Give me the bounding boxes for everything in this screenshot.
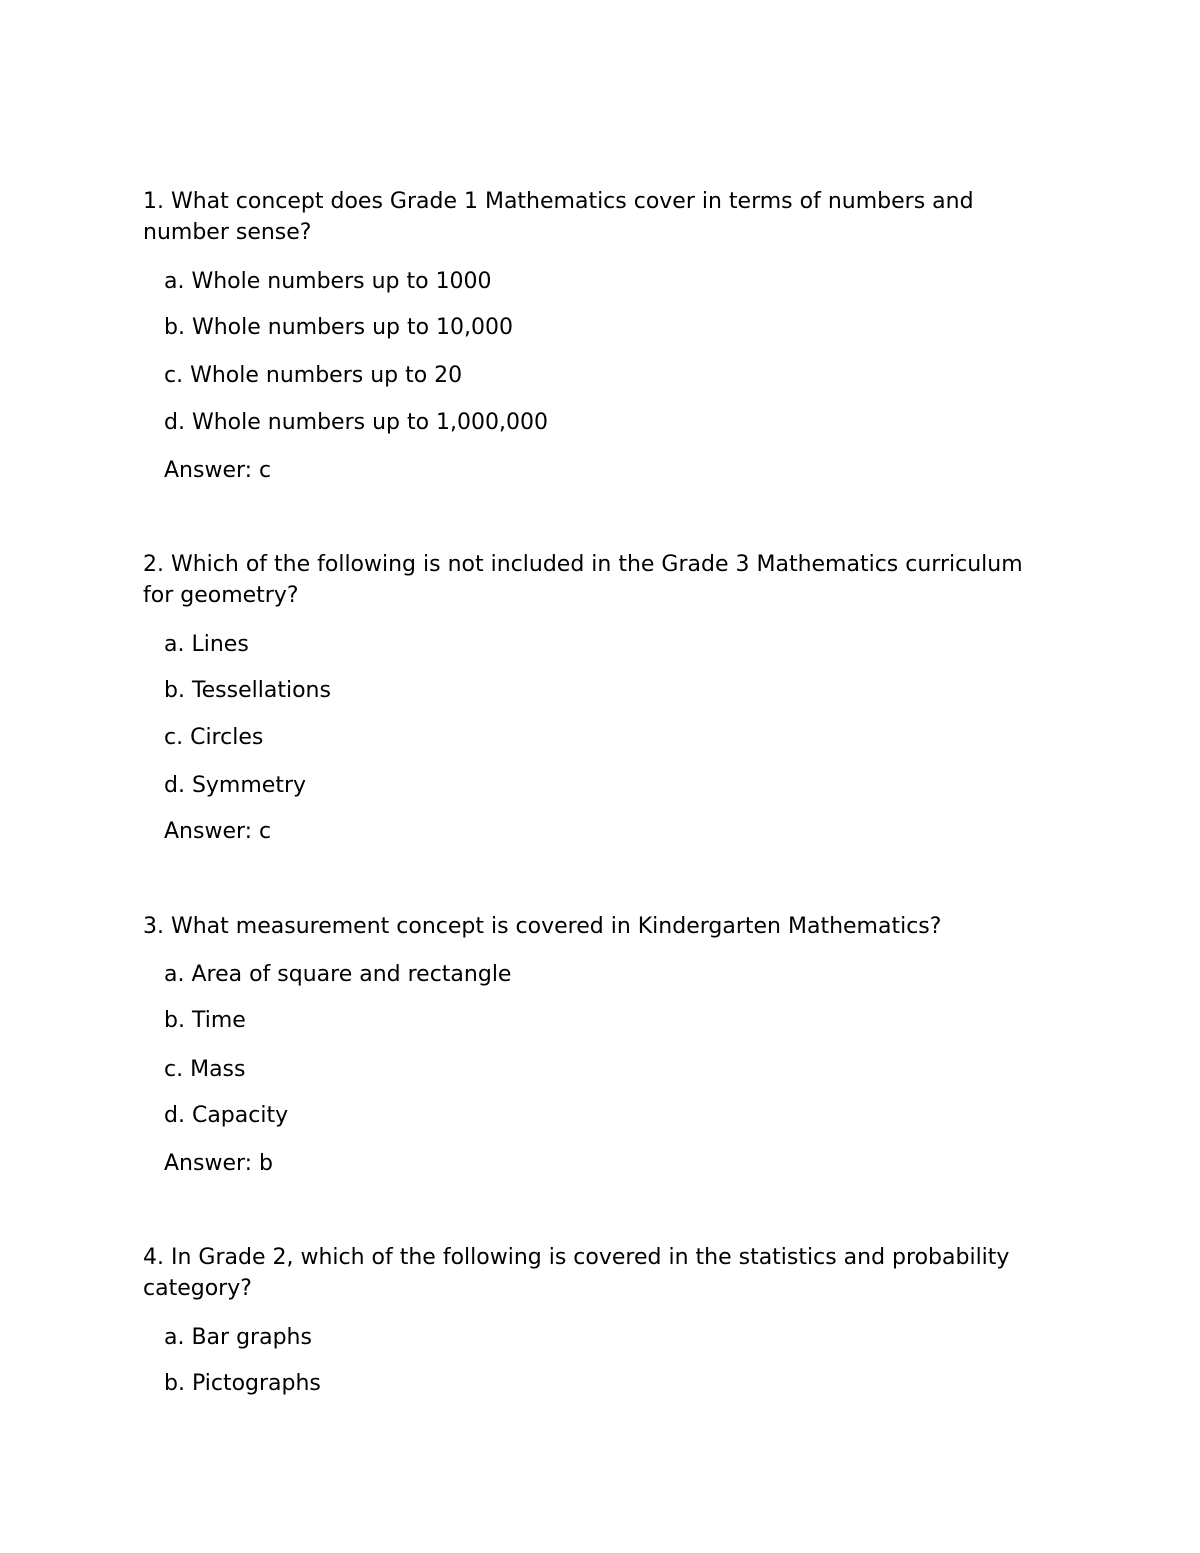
question-3-option-b: b. Time (164, 1008, 246, 1033)
question-2-text: 2. Which of the following is not included in the Grade 3 Mathematics curriculum for geometry? (143, 552, 1023, 608)
question-1-option-b: b. Whole numbers up to 10,000 (164, 315, 514, 340)
question-1-text: 1. What concept does Grade 1 Mathematics cover in terms of numbers and number sense? (143, 189, 974, 245)
question-2-answer: Answer: c (164, 819, 272, 844)
question-2-option-b: b. Tessellations (164, 678, 331, 703)
question-3-option-c: c. Mass (164, 1057, 246, 1082)
question-1-option-a: a. Whole numbers up to 1000 (164, 269, 492, 294)
question-4-option-b: b. Pictographs (164, 1371, 321, 1396)
question-3-answer: Answer: b (164, 1151, 274, 1176)
question-1-option-d: d. Whole numbers up to 1,000,000 (164, 410, 549, 435)
question-2-option-d: d. Symmetry (164, 773, 307, 798)
question-2-option-a: a. Lines (164, 632, 249, 657)
question-4-text: 4. In Grade 2, which of the following is covered in the statistics and probability category? (143, 1245, 1010, 1301)
question-3-option-d: d. Capacity (164, 1103, 289, 1128)
question-2-option-c: c. Circles (164, 725, 264, 750)
question-3-option-a: a. Area of square and rectangle (164, 962, 512, 987)
question-1-option-c: c. Whole numbers up to 20 (164, 363, 463, 388)
question-1-answer: Answer: c (164, 458, 272, 483)
question-4-option-a: a. Bar graphs (164, 1325, 312, 1350)
question-3-text: 3. What measurement concept is covered in Kindergarten Mathematics? (143, 914, 942, 939)
